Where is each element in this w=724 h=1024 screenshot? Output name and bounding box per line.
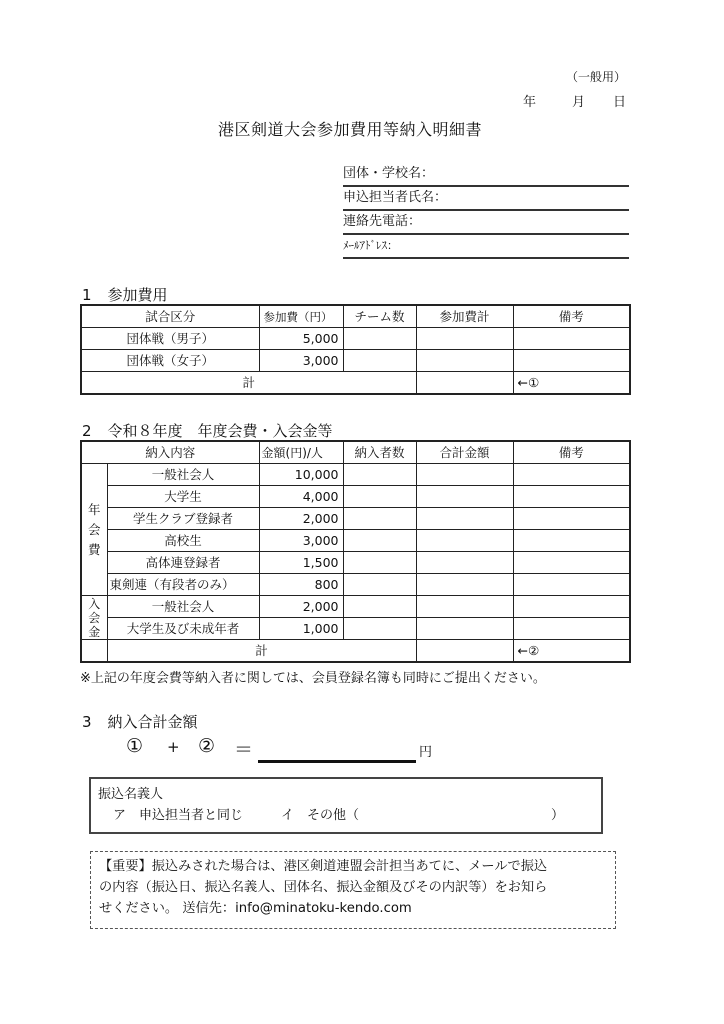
table-row xyxy=(81,350,630,372)
item-cell: 学生クラブ登録者 xyxy=(107,508,259,530)
section3-number: 3 xyxy=(82,713,92,731)
total-row xyxy=(81,640,630,663)
amount-cell: 3,000 xyxy=(259,530,343,552)
total-input-cell[interactable] xyxy=(416,574,513,596)
payer-option-other[interactable]: イ その他（ xyxy=(281,808,360,823)
date-month-label: 月 xyxy=(572,95,586,110)
total-input-cell[interactable] xyxy=(416,486,513,508)
organization-name-label: 団体・学校名： xyxy=(343,166,435,181)
group-label-char: 会 xyxy=(87,521,101,537)
column-header: 試合区分 xyxy=(81,305,259,328)
column-header: 合計金額 xyxy=(416,441,513,464)
table-header-row xyxy=(81,305,630,328)
column-header: 納入内容 xyxy=(81,441,259,464)
note-input-cell[interactable] xyxy=(513,618,630,640)
phone-field[interactable] xyxy=(343,211,629,235)
column-header: 金額(円)/人 xyxy=(259,441,343,464)
item-cell: 東剣連（有段者のみ） xyxy=(107,574,259,596)
item-cell: 大学生及び未成年者 xyxy=(107,618,259,640)
total-label: 計 xyxy=(81,372,416,395)
column-header: 参加費（円） xyxy=(259,305,343,328)
table-row xyxy=(81,508,630,530)
notice-line-3-prefix: せください。 送信先： xyxy=(99,901,236,916)
total-note: ←① xyxy=(513,372,630,395)
group-label-char: 入 xyxy=(88,596,101,611)
annual-fee-group-label xyxy=(81,464,107,596)
group-label-char: 年 xyxy=(87,501,101,517)
count-input-cell[interactable] xyxy=(343,508,416,530)
total-input-cell[interactable] xyxy=(416,464,513,486)
important-notice-box xyxy=(90,851,616,929)
section2-number: 2 xyxy=(82,422,92,440)
participation-fee-table xyxy=(80,304,631,395)
subtotal-input-cell[interactable] xyxy=(416,328,513,350)
table-row xyxy=(81,574,630,596)
category-cell: 団体戦（女子） xyxy=(81,350,259,372)
total-input-cell[interactable] xyxy=(416,552,513,574)
registration-footnote: ※上記の年度会費等納入者に関しては、会員登録名簿も同時にご提出ください。 xyxy=(80,671,546,686)
formula-plus: + xyxy=(167,738,180,756)
item-cell: 一般社会人 xyxy=(107,464,259,486)
email-field[interactable] xyxy=(343,235,629,259)
document-title: 港区剣道大会参加費用等納入明細書 xyxy=(218,120,483,139)
usage-label: （一般用） xyxy=(566,70,627,84)
subtotal-input-cell[interactable] xyxy=(416,350,513,372)
column-header: チーム数 xyxy=(343,305,416,328)
table-row xyxy=(81,464,630,486)
table-row xyxy=(81,618,630,640)
table-row xyxy=(81,530,630,552)
total-input-cell[interactable] xyxy=(416,596,513,618)
date-day-label: 日 xyxy=(613,95,627,110)
entry-fee-group-label xyxy=(81,596,107,640)
phone-label: 連絡先電話： xyxy=(343,214,422,229)
note-input-cell[interactable] xyxy=(513,552,630,574)
payer-option-same[interactable]: ア 申込担当者と同じ xyxy=(113,808,244,823)
category-cell: 団体戦（男子） xyxy=(81,328,259,350)
count-input-cell[interactable] xyxy=(343,530,416,552)
payer-option-other-close: ） xyxy=(551,808,565,823)
section1-number: 1 xyxy=(82,286,92,304)
teams-input-cell[interactable] xyxy=(343,350,416,372)
amount-cell: 1,500 xyxy=(259,552,343,574)
column-header: 備考 xyxy=(513,441,630,464)
table-row xyxy=(81,486,630,508)
table-row xyxy=(81,552,630,574)
item-cell: 高体連登録者 xyxy=(107,552,259,574)
table-row xyxy=(81,596,630,618)
total-input-cell[interactable] xyxy=(416,618,513,640)
fee-cell: 3,000 xyxy=(259,350,343,372)
grand-total-input[interactable] xyxy=(258,740,416,763)
section3-title: 納入合計金額 xyxy=(107,713,198,731)
notice-line-3 xyxy=(99,897,412,916)
fee-cell: 5,000 xyxy=(259,328,343,350)
section2-title: 令和８年度 年度会費・入会金等 xyxy=(107,422,333,440)
group-label-char: 費 xyxy=(87,541,101,557)
section1-title: 参加費用 xyxy=(107,286,168,304)
amount-cell: 2,000 xyxy=(259,596,343,618)
section1-heading xyxy=(82,284,168,305)
organization-name-field[interactable] xyxy=(343,163,629,187)
total-note: ←② xyxy=(513,640,630,663)
table-header-row xyxy=(81,441,630,464)
membership-fee-table xyxy=(80,440,631,663)
note-input-cell[interactable] xyxy=(513,574,630,596)
formula-equals: ＝ xyxy=(234,739,254,761)
note-input-cell[interactable] xyxy=(513,530,630,552)
item-cell: 大学生 xyxy=(107,486,259,508)
table-row xyxy=(81,328,630,350)
amount-cell: 4,000 xyxy=(259,486,343,508)
payer-name-box xyxy=(89,777,603,834)
email-label: ﾒｰﾙｱﾄﾞﾚｽ： xyxy=(343,239,398,252)
group-label-char: 金 xyxy=(88,624,101,639)
date-year-label: 年 xyxy=(523,95,537,110)
note-input-cell[interactable] xyxy=(513,596,630,618)
count-input-cell[interactable] xyxy=(343,574,416,596)
amount-cell: 1,000 xyxy=(259,618,343,640)
total-input-cell[interactable] xyxy=(416,372,513,395)
total-input-cell[interactable] xyxy=(416,640,513,663)
teams-input-cell[interactable] xyxy=(343,328,416,350)
notice-line-1: 【重要】振込みされた場合は、港区剣道連盟会計担当あてに、メールで振込 xyxy=(99,859,548,874)
formula-circled-1: ① xyxy=(126,735,144,757)
total-label: 計 xyxy=(107,640,416,663)
amount-cell: 10,000 xyxy=(259,464,343,486)
amount-cell: 800 xyxy=(259,574,343,596)
count-input-cell[interactable] xyxy=(343,464,416,486)
formula-circled-2: ② xyxy=(198,735,216,757)
note-input-cell[interactable] xyxy=(513,464,630,486)
applicant-name-field[interactable] xyxy=(343,187,629,211)
column-header: 備考 xyxy=(513,305,630,328)
item-cell: 一般社会人 xyxy=(107,596,259,618)
contact-email-link[interactable]: info@minatoku-kendo.com xyxy=(235,901,412,916)
note-input-cell[interactable] xyxy=(513,508,630,530)
count-input-cell[interactable] xyxy=(343,552,416,574)
note-input-cell[interactable] xyxy=(513,486,630,508)
note-input-cell[interactable] xyxy=(513,328,630,350)
column-header: 納入者数 xyxy=(343,441,416,464)
section2-heading xyxy=(82,420,333,441)
column-header: 参加費計 xyxy=(416,305,513,328)
count-input-cell[interactable] xyxy=(343,486,416,508)
total-input-cell[interactable] xyxy=(416,530,513,552)
applicant-name-label: 申込担当者氏名： xyxy=(343,190,448,205)
note-input-cell[interactable] xyxy=(513,350,630,372)
count-input-cell[interactable] xyxy=(343,618,416,640)
count-input-cell[interactable] xyxy=(343,596,416,618)
group-label-char: 会 xyxy=(88,610,101,625)
yen-unit: 円 xyxy=(419,745,433,760)
item-cell: 高校生 xyxy=(107,530,259,552)
notice-line-2: の内容（振込日、振込名義人、団体名、振込金額及びその内訳等）をお知ら xyxy=(99,880,548,895)
payer-title: 振込名義人 xyxy=(98,787,164,802)
section3-heading xyxy=(82,711,198,732)
payer-other-input[interactable] xyxy=(361,804,546,820)
total-input-cell[interactable] xyxy=(416,508,513,530)
amount-cell: 2,000 xyxy=(259,508,343,530)
total-row xyxy=(81,372,630,395)
blank-cell xyxy=(81,640,107,663)
